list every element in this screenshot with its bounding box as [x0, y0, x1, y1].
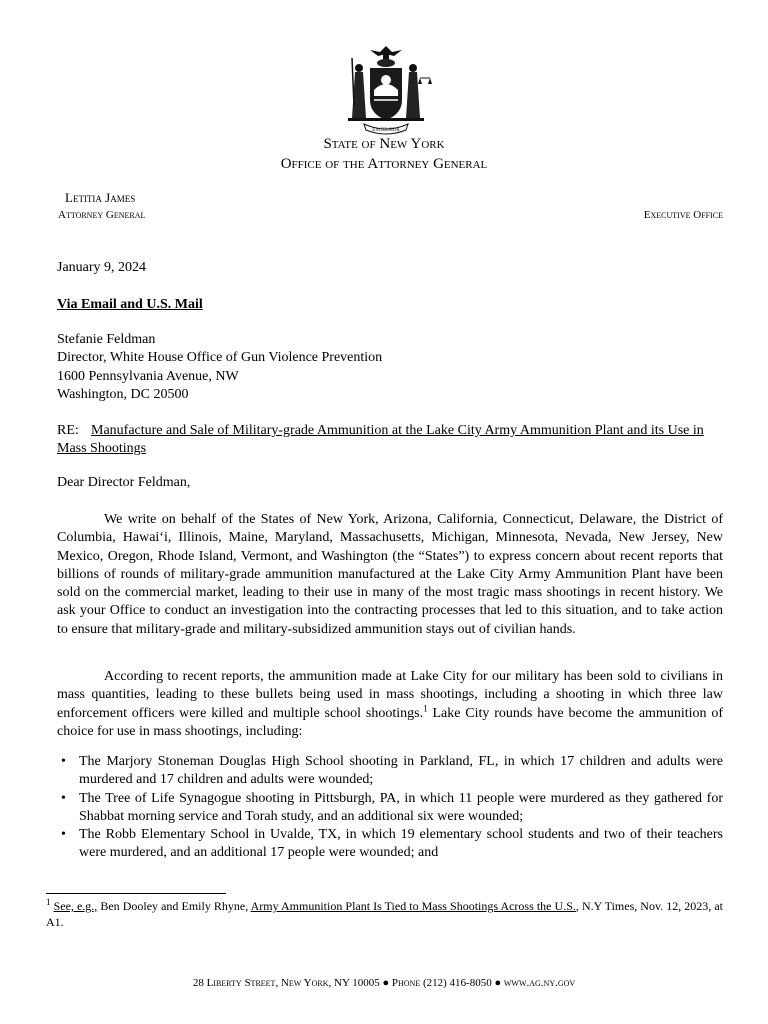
list-item — [57, 790, 723, 827]
recipient-address — [57, 331, 723, 404]
paragraph-2-text-a: According to recent reports, the ammunition made at Lake City for our military has been sold to civilians in mass quantities, leading to these bullets being used in mass shootings, including a shooting in which three law enforcement officers were killed and multiple school shootings. — [57, 669, 723, 721]
footnote-authors: Ben Dooley and Emily Rhyne, — [97, 899, 251, 913]
new-york-state-seal-icon — [334, 44, 438, 136]
list-item-text: The Marjory Stoneman Douglas High School shooting in Parkland, FL, in which 17 children and adults were murdered and 17 children and adults were wounded; — [79, 754, 723, 788]
delivery-method: Via Email and U.S. Mail — [57, 297, 203, 312]
bullet-icon: • — [61, 827, 66, 843]
recipient-name: Stefanie Feldman — [57, 332, 156, 347]
footnote-article-title: Army Ammunition Plant Is Tied to Mass Shootings Across the U.S. — [250, 899, 576, 913]
agency-name-line2: Office of the Attorney General — [280, 156, 488, 172]
attorney-general-name: Letitia James — [65, 190, 136, 205]
letter-date: January 9, 2024 — [57, 260, 147, 275]
office-name: Executive Office — [643, 209, 723, 221]
list-item — [57, 826, 723, 863]
page-footer: 28 Liberty Street, New York, NY 10005 ● Phone (212) 416-8050 ● www.ag.ny.gov — [192, 977, 576, 989]
bullet-icon: • — [61, 754, 66, 769]
paragraph-2 — [57, 668, 723, 741]
attorney-general-title: Attorney General — [58, 209, 146, 221]
list-item-text: The Robb Elementary School in Uvalde, TX, in which 19 elementary school students and two of their teachers were murdered, and an additional 17 people were wounded; and — [79, 827, 723, 861]
footnote-citation: , N.Y Times, Nov. 12, 2023, at A1. — [46, 899, 724, 929]
re-label: RE: — [57, 423, 79, 438]
footnote-ref: 1 — [423, 702, 428, 713]
paragraph-2-text-b: Lake City rounds have become the ammunition of choice for use in mass shootings, including: — [57, 705, 724, 739]
agency-name-line1: State of New York — [323, 136, 445, 152]
bullet-icon: • — [61, 790, 66, 806]
shooting-list — [57, 753, 723, 863]
svg-text:EXCELSIOR: EXCELSIOR — [372, 128, 400, 133]
re-line — [57, 422, 723, 459]
recipient-street: 1600 Pennsylvania Avenue, NW — [57, 368, 239, 384]
salutation: Dear Director Feldman, — [57, 475, 191, 490]
re-subject: Manufacture and Sale of Military-grade Ammunition at the Lake City Army Ammunition Plant and its Use in Mass Shootings — [57, 423, 704, 457]
list-item — [57, 753, 723, 790]
footnote — [46, 898, 723, 930]
footnote-divider — [46, 893, 226, 894]
footnote-number: 1 — [46, 897, 51, 907]
footnote-signal: See, e.g., — [53, 899, 98, 913]
list-item-text: The Tree of Life Synagogue shooting in Pittsburgh, PA, in which 11 people were murdered as they gathered for Shabbat morning service and Torah study, and an additional six were wounded; — [79, 790, 723, 824]
paragraph-1: We write on behalf of the States of New York, Arizona, California, Connecticut, Delaware, the District of Columbia, Hawaiʻi, Illinois, Maine, Maryland, Massachusetts, Michigan, Minnesota, Nevada, New Jersey, New Mexico, Oregon, Rhode Island, Vermont, and Washington (the “States”) to express concern about recent reports that billions of rounds of military-grade ammunition manufactured at the Lake City Army Ammunition Plant have been sold on the commercial market, leading to their use in many of the most tragic mass shootings in recent history. We ask your Office to conduct an investigation into the contracting processes that led to this situation, and to take action to ensure that military-grade and military-subsidized ammunition stays out of civilian hands. — [57, 512, 723, 637]
recipient-title: Director, White House Office of Gun Violence Prevention — [57, 350, 383, 366]
recipient-city: Washington, DC 20500 — [57, 386, 189, 402]
